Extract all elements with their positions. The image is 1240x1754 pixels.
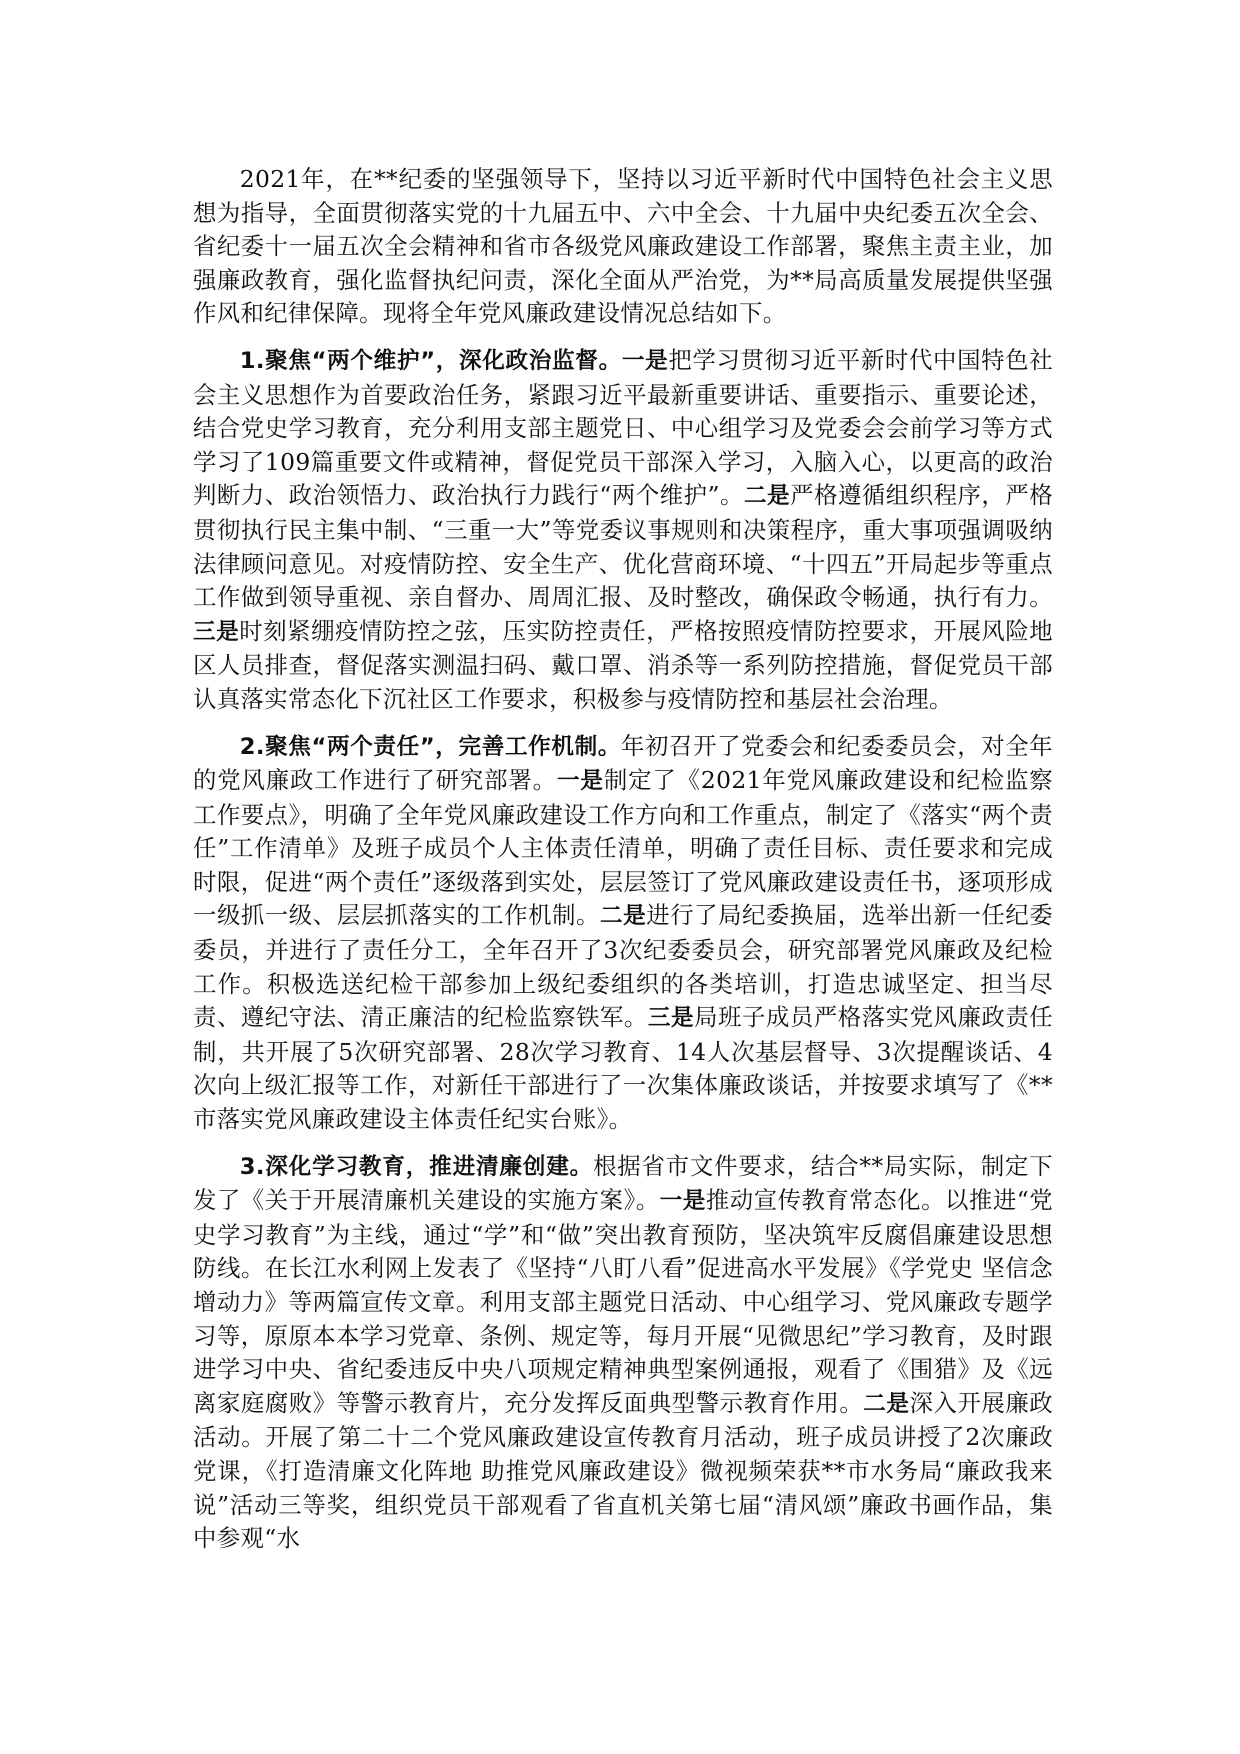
section-3-point-2-text: 深入开展廉政活动。开展了第二十二个党风廉政建设宣传教育月活动，班子成员讲授了2次廉政党课，《打造清廉文化阵地 助推党风廉政建设》微视频荣获**市水务局“廉政我来说”活动三等奖，组织党员干部观看了省直机关第七届“清风颂”廉政书画作品，集中参观“水 xyxy=(193,1388,1053,1553)
section-3-lead-text: 根据省市文件要求，结合**局实际，制定下发了《关于开展清廉机关建设的实施方案》。 xyxy=(193,1151,1054,1215)
document-page xyxy=(193,163,1053,1569)
section-2-point-3-label: 三是 xyxy=(647,1005,695,1032)
section-1-paragraph xyxy=(193,344,1053,717)
section-2-point-1-label: 一是 xyxy=(556,768,604,795)
section-1-point-3-label: 三是 xyxy=(193,618,240,645)
intro-paragraph xyxy=(193,163,1053,331)
section-2-point-2-label: 二是 xyxy=(599,903,647,930)
section-3-heading: 3.深化学习教育，推进清廉创建。 xyxy=(239,1153,594,1180)
section-1-point-1-label: 一是 xyxy=(621,347,669,374)
section-1-heading: 1.聚焦“两个维护”，深化政治监督。 xyxy=(239,347,622,374)
intro-text: 2021年，在**纪委的坚强领导下，坚持以习近平新时代中国特色社会主义思想为指导，全面贯彻落实党的十九届五中、六中全会、十九届中央纪委五次全会、省纪委十一届五次全会精神和省市各级党风廉政建设工作部署，聚焦主责主业，加强廉政教育，强化监督执纪问责，深化全面从严治党，为**局高质量发展提供坚强作风和纪律保障。现将全年党风廉政建设情况总结如下。 xyxy=(193,165,1053,328)
section-1-point-1-text: 把学习贯彻习近平新时代中国特色社会主义思想作为首要政治任务，紧跟习近平最新重要讲话、重要指示、重要论述，结合党史学习教育，充分利用支部主题党日、中心组学习及党委会会前学习等方式学习了109篇重要文件或精神，督促党员干部深入学习，入脑入心，以更高的政治判断力、政治领悟力、政治执行力践行“两个维护”。 xyxy=(193,345,1053,510)
section-2-point-3-text: 局班子成员严格落实党风廉政责任制，共开展了5次研究部署、28次学习教育、14人次基层督导、3次提醒谈话、4次向上级汇报等工作，对新任干部进行了一次集体廉政谈话，并按要求填写了《**市落实党风廉政建设主体责任纪实台账》。 xyxy=(193,1003,1054,1134)
section-2-lead-text: 年初召开了党委会和纪委委员会，对全年的党风廉政工作进行了研究部署。 xyxy=(193,731,1053,795)
section-3-point-1-label: 一是 xyxy=(659,1188,706,1215)
section-3-paragraph xyxy=(193,1150,1053,1556)
section-3-point-1-text: 推动宣传教育常态化。以推进“党史学习教育”为主线，通过“学”和“做”突出教育预防，坚决筑牢反腐倡廉建设思想防线。在长江水利网上发表了《坚持“八盯八看”促进高水平发展》《学党史 坚信念 增动力》等两篇宣传文章。利用支部主题党日活动、中心组学习、党风廉政专题学习等，原原本本学习党章、条例、规定等，每月开展“见微思纪”学习教育，及时跟进学习中央、省纪委违反中央八项规定精神典型案例通报，观看了《围猎》及《远离家庭腐败》等警示教育片，充分发挥反面典型警示教育作用。 xyxy=(193,1186,1053,1417)
section-1-point-3-text: 时刻紧绷疫情防控之弦，压实防控责任，严格按照疫情防控要求，开展风险地区人员排查，督促落实测温扫码、戴口罩、消杀等一系列防控措施，督促党员干部认真落实常态化下沉社区工作要求，积极参与疫情防控和基层社会治理。 xyxy=(193,616,1054,713)
section-2-paragraph xyxy=(193,730,1053,1137)
section-2-point-2-text: 进行了局纪委换届，选举出新一任纪委委员，并进行了责任分工，全年召开了3次纪委委员会，研究部署党风廉政及纪检工作。积极选送纪检干部参加上级纪委组织的各类培训，打造忠诚坚定、担当尽责、遵纪守法、清正廉洁的纪检监察铁军。 xyxy=(193,901,1054,1032)
section-2-point-1-text: 制定了《2021年党风廉政建设和纪检监察工作要点》，明确了全年党风廉政建设工作方向和工作重点，制定了《落实“两个责任”工作清单》及班子成员个人主体责任清单，明确了责任目标、责任要求和完成时限，促进“两个责任”逐级落到实处，层层签订了党风廉政建设责任书，逐项形成一级抓一级、层层抓落实的工作机制。 xyxy=(193,766,1053,930)
section-2-heading: 2.聚焦“两个责任”，完善工作机制。 xyxy=(239,733,622,760)
section-3-point-2-label: 二是 xyxy=(863,1390,910,1417)
section-1-point-2-label: 二是 xyxy=(743,483,791,510)
section-1-point-2-text: 严格遵循组织程序，严格贯彻执行民主集中制、“三重一大”等党委议事规则和决策程序，重大事项强调吸纳法律顾问意见。对疫情防控、安全生产、优化营商环境、“十四五”开局起步等重点工作做到领导重视、亲自督办、周周汇报、及时整改，确保政令畅通，执行有力。 xyxy=(193,481,1053,612)
